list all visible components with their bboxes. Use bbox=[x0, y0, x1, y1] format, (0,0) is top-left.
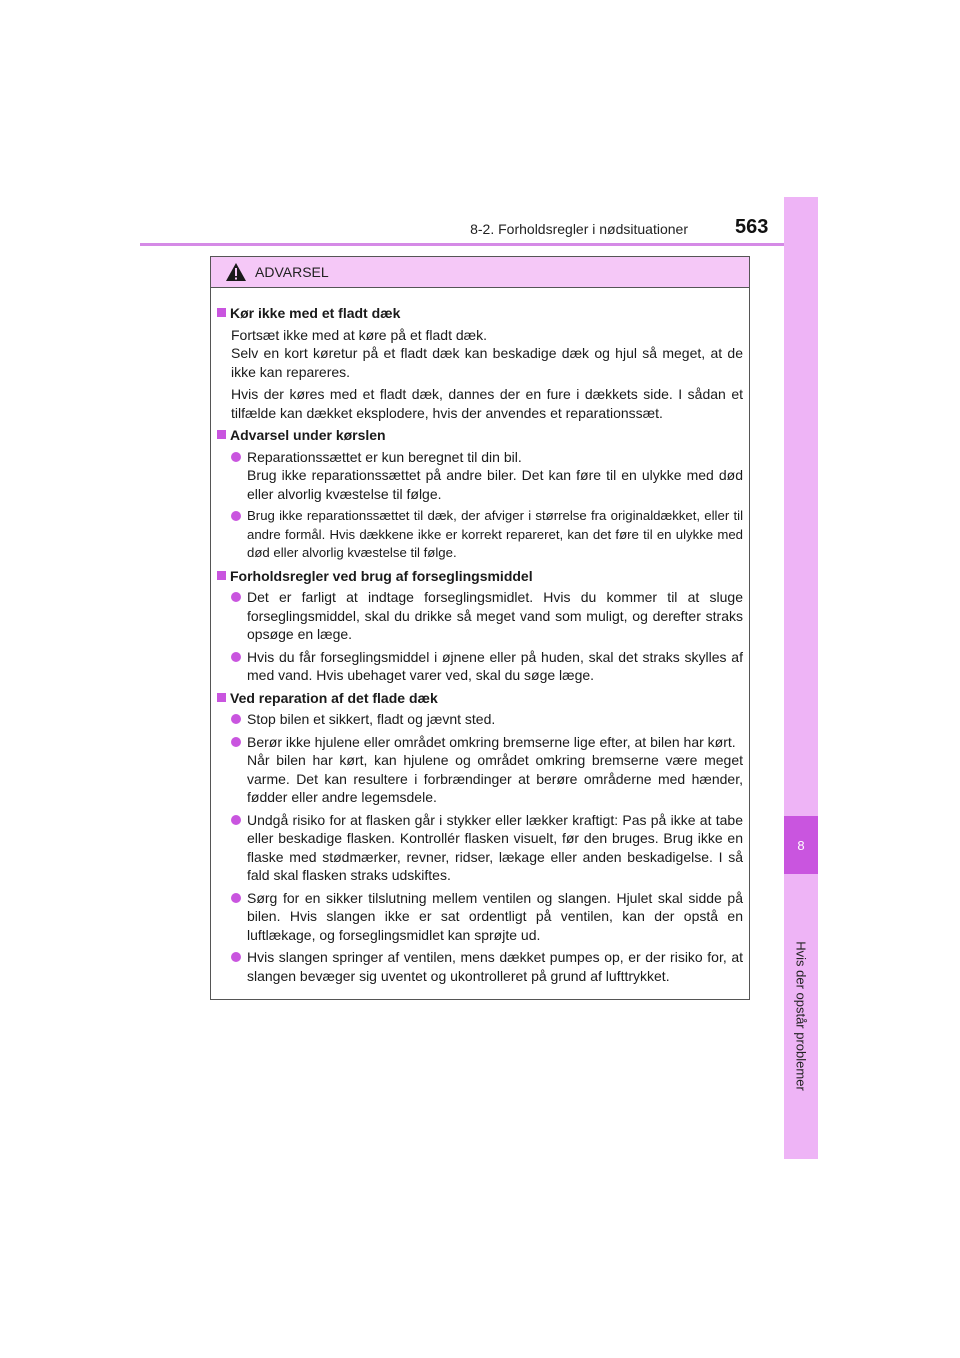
bullet-item bbox=[231, 733, 743, 807]
square-bullet-icon bbox=[217, 693, 226, 702]
warning-header bbox=[211, 257, 749, 288]
bullet-item bbox=[231, 811, 743, 885]
bullet-line: Hvis du får forseglingsmiddel i øjnene eller på huden, skal det straks skylles af med vand. Hvis ubehaget varer ved, skal du søge læge. bbox=[247, 648, 743, 683]
bullet-line: Sørg for en sikker tilslutning mellem ventilen og slangen. Hjulet skal sidde på bilen. Hvis slangen ikke er sat ordentligt på ventilen, kan der opstå en luftlækage, og forseglingsmidlet kan sprøjte ud. bbox=[247, 889, 743, 943]
warning-body bbox=[211, 288, 749, 985]
bullet-item bbox=[231, 648, 743, 685]
bullet-item bbox=[231, 507, 743, 563]
chapter-number: 8 bbox=[784, 816, 818, 874]
warning-title: ADVARSEL bbox=[255, 264, 329, 280]
paragraph-line: Hvis der køres med et fladt dæk, dannes der en fure i dækkets side. I sådan et tilfælde kan dækket eksplodere, hvis der anvendes et reparationssæt. bbox=[231, 386, 743, 421]
paragraph bbox=[231, 385, 743, 422]
section-title-text: Ved reparation af det flade dæk bbox=[230, 689, 438, 706]
bullet-line: Brug ikke reparationssættet til dæk, der afviger i størrelse fra originaldækket, eller til andre formål. Hvis dækkene ikke er korrekt repareret, kan det føre til en ulykke med død eller alvorlig kvæstelse til følge. bbox=[247, 508, 743, 560]
round-bullet-icon bbox=[231, 452, 241, 462]
bullet-line: Reparationssættet er kun beregnet til din bil. bbox=[247, 448, 522, 465]
section-title bbox=[217, 304, 743, 323]
square-bullet-icon bbox=[217, 430, 226, 439]
bullet-item bbox=[231, 588, 743, 644]
section-title-text: Kør ikke med et fladt dæk bbox=[230, 305, 401, 321]
header-section-title: 8-2. Forholdsregler i nødsituationer bbox=[470, 221, 688, 237]
chapter-label: Hvis der opstår problemer bbox=[793, 941, 809, 1091]
bullet-line: Stop bilen et sikkert, fladt og jævnt sted. bbox=[247, 711, 496, 727]
round-bullet-icon bbox=[231, 815, 241, 825]
section-title bbox=[217, 689, 743, 708]
bullet-line: Når bilen har kørt, kan hjulene og området omkring bremserne være meget varme. Det kan resultere i forbrændinger at berøre områderne med hænder, fødder eller andre legemsdele. bbox=[247, 752, 743, 805]
bullet-item bbox=[231, 710, 743, 729]
round-bullet-icon bbox=[231, 952, 241, 962]
section-title-text: Advarsel under kørslen bbox=[230, 427, 386, 443]
section-title-text: Forholdsregler ved brug af forseglingsmiddel bbox=[230, 567, 533, 584]
square-bullet-icon bbox=[217, 571, 226, 580]
paragraph-line: Fortsæt ikke med at køre på et fladt dæk. bbox=[231, 326, 487, 343]
round-bullet-icon bbox=[231, 893, 241, 903]
paragraph bbox=[231, 326, 743, 382]
bullet-line: Det er farligt at indtage forseglingsmidlet. Hvis du kommer til at sluge forseglingsmiddel, skal du drikke så meget vand som muligt, og derefter straks opsøge en læge. bbox=[247, 589, 743, 642]
bullet-line: Undgå risiko for at flasken går i stykker eller lækker kraftigt: Pas på ikke at tabe eller beskadige flasken. Kontrollér flasken visuelt, før den bruges. Brug ikke en flaske med stødmærker, revner, ridser, lækage eller anden beskadigelse. I så fald skal flasken straks udskiftes. bbox=[247, 811, 743, 883]
bullet-line: Brug ikke reparationssættet på andre biler. Det kan føre til en ulykke med død eller alvorlig kvæstelse til følge. bbox=[247, 467, 743, 502]
round-bullet-icon bbox=[231, 592, 241, 602]
bullet-item bbox=[231, 948, 743, 985]
round-bullet-icon bbox=[231, 652, 241, 662]
bullet-line: Berør ikke hjulene eller området omkring bremserne lige efter, at bilen har kørt. bbox=[247, 733, 736, 750]
header-divider bbox=[140, 243, 818, 246]
section-title bbox=[217, 567, 743, 586]
round-bullet-icon bbox=[231, 714, 241, 724]
warning-box bbox=[210, 256, 750, 1000]
paragraph-line: Selv en kort køretur på et fladt dæk kan beskadige dæk og hjul så meget, at de ikke kan repareres. bbox=[231, 345, 743, 380]
bullet-item bbox=[231, 889, 743, 945]
bullet-line: Hvis slangen springer af ventilen, mens dækket pumpes op, er der risiko for, at slangen bevæger sig uventet og ukontrolleret på grund af lufttrykket. bbox=[247, 949, 743, 984]
page-number: 563 bbox=[735, 216, 769, 238]
warning-triangle-icon bbox=[225, 262, 247, 282]
bullet-item bbox=[231, 448, 743, 504]
section-title bbox=[217, 426, 743, 445]
round-bullet-icon bbox=[231, 737, 241, 747]
square-bullet-icon bbox=[217, 308, 226, 317]
round-bullet-icon bbox=[231, 511, 241, 521]
